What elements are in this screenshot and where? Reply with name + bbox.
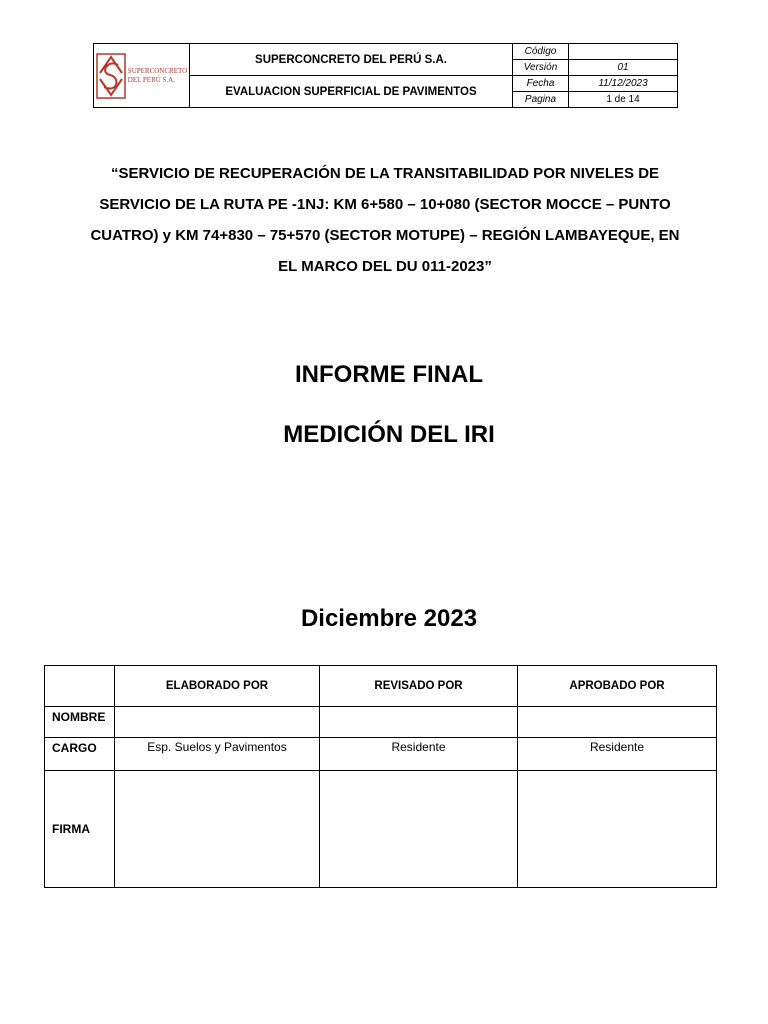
company-logo [94, 53, 189, 99]
firma-aprobado-cell [518, 771, 717, 888]
cargo-elaborado-cell: Esp. Suelos y Pavimentos [115, 738, 320, 771]
nombre-revisado-cell [320, 707, 518, 738]
project-title: “SERVICIO DE RECUPERACIÓN DE LA TRANSITABILIDAD POR NIVELES DE SERVICIO DE LA RUTA PE -1NJ: KM 6+580 – 10+080 (SECTOR MOCCE – PUNTO CUATRO) y KM 74+830 – 75+570 (SECTOR MOTUPE) – REGIÓN LAMBAYEQUE, EN EL MARCO DEL DU 011-2023” [90, 165, 680, 275]
meta-value-version: 01 [569, 60, 678, 76]
header-revisado-por: REVISADO POR [320, 666, 518, 707]
report-subtitle: MEDICIÓN DEL IRI [283, 421, 495, 448]
document-header [93, 43, 678, 108]
header-elaborado-por: ELABORADO POR [115, 666, 320, 707]
row-label-nombre: NOMBRE [45, 707, 115, 738]
firma-elaborado-cell [115, 771, 320, 888]
company-logo-text: SUPERCONCRETO DEL PERÚ S.A. [127, 66, 188, 84]
company-logo-cell [94, 44, 190, 108]
document-title: EVALUACION SUPERFICIAL DE PAVIMENTOS [190, 76, 513, 108]
header-aprobado-por: APROBADO POR [518, 666, 717, 707]
meta-label-pagina: Pagina [513, 92, 569, 108]
cargo-aprobado-cell: Residente [518, 738, 717, 771]
report-title: INFORME FINAL [295, 361, 483, 388]
company-logo-mark-icon [96, 53, 126, 99]
meta-label-codigo: Código [513, 44, 569, 60]
row-label-cargo: CARGO [45, 738, 115, 771]
nombre-aprobado-cell [518, 707, 717, 738]
meta-value-codigo [569, 44, 678, 60]
meta-value-fecha: 11/12/2023 [569, 76, 678, 92]
firma-revisado-cell [320, 771, 518, 888]
row-label-firma: FIRMA [45, 771, 115, 888]
signature-corner-cell [45, 666, 115, 707]
meta-label-fecha: Fecha [513, 76, 569, 92]
meta-value-pagina: 1 de 14 [569, 92, 678, 108]
company-name: SUPERCONCRETO DEL PERÚ S.A. [190, 44, 513, 76]
nombre-elaborado-cell [115, 707, 320, 738]
meta-label-version: Versión [513, 60, 569, 76]
signature-table [44, 665, 717, 888]
cargo-revisado-cell: Residente [320, 738, 518, 771]
report-date: Diciembre 2023 [300, 605, 478, 632]
